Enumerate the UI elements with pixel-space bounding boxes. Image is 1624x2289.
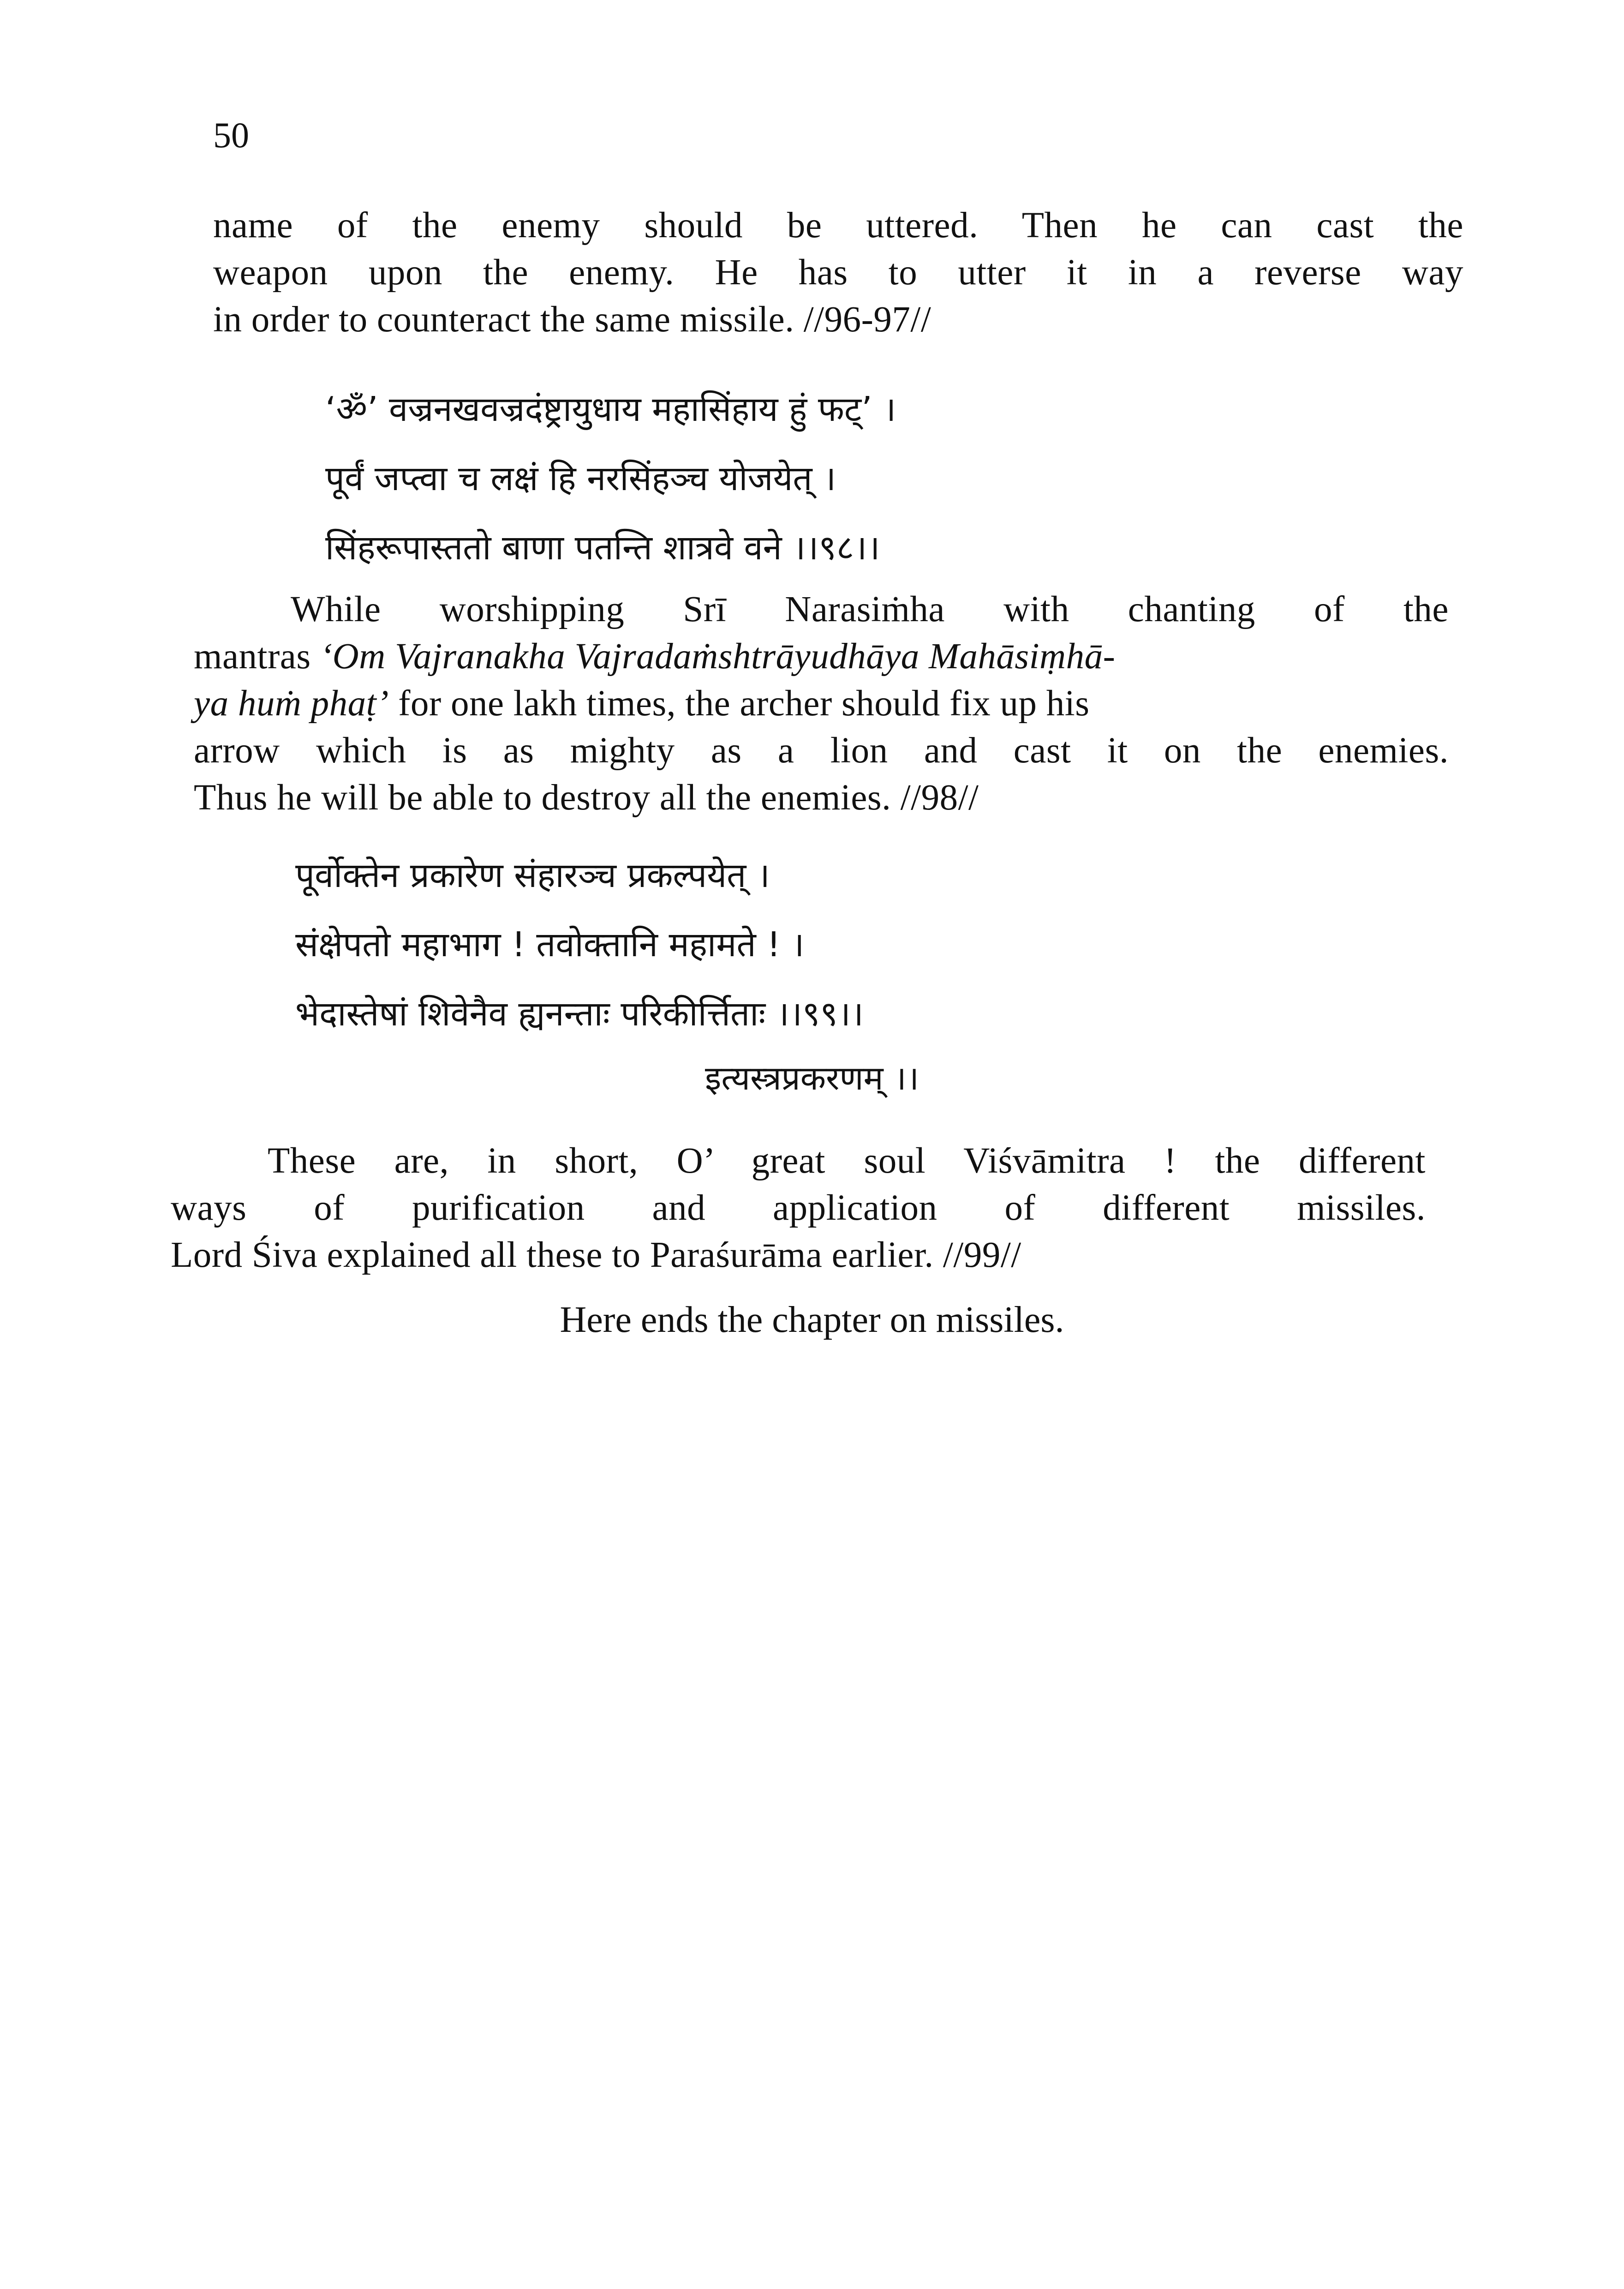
verse-line: भेदास्तेषां शिवेनैव ह्यनन्ताः परिकीर्त्तिताः ।।९९।। <box>295 994 864 1034</box>
paragraph-text: mantras <box>194 636 320 677</box>
paragraph-99 <box>171 1138 1426 1279</box>
paragraph-line: While worshipping Srī Narasiṁha with chanting of the <box>291 589 1449 629</box>
verse-line: पूर्वं जप्त्वा च लक्षं हि नरसिंहञ्च योजयेत् । <box>325 459 836 498</box>
mantra-text: ya huṁ phaṭ’ <box>194 683 389 724</box>
paragraph-line <box>194 680 1449 727</box>
verse-line: सिंहरूपास्ततो बाणा पतन्ति शात्रवे वने ।।९८।। <box>325 528 880 568</box>
page-number: 50 <box>213 115 249 155</box>
paragraph-line: These are, in short, O’ great soul Viśvāmitra ! the different <box>268 1141 1426 1181</box>
verse-line: ‘ॐ’ वज्रनखवज्रदंष्ट्रायुधाय महासिंहाय हुं फट्’ । <box>325 389 896 429</box>
sanskrit-colophon: इत्यस्त्रप्रकरणम् ।। <box>705 1059 919 1097</box>
paragraph-98 <box>194 586 1449 821</box>
sanskrit-verse-98 <box>325 375 896 582</box>
paragraph-line: in order to counteract the same missile. //96-97// <box>213 300 931 340</box>
paragraph-line: ways of purification and application of different missiles. <box>171 1188 1426 1228</box>
paragraph-line: weapon upon the enemy. He has to utter it in a reverse way <box>213 252 1463 293</box>
paragraph-line: Lord Śiva explained all these to Paraśurāma earlier. //99// <box>171 1235 1021 1275</box>
sanskrit-verse-99 <box>295 841 864 1049</box>
verse-line: संक्षेपतो महाभाग ! तवोक्तानि महामते ! । <box>295 925 805 965</box>
paragraph-line: name of the enemy should be uttered. Then he can cast the <box>213 205 1463 246</box>
mantra-text: ‘Om Vajranakha Vajradaṁshtrāyudhāya Mahāsiṃhā- <box>320 636 1116 677</box>
paragraph-line: Thus he will be able to destroy all the enemies. //98// <box>194 778 979 818</box>
paragraph-96-97 <box>213 202 1463 343</box>
chapter-end-line: Here ends the chapter on missiles. <box>560 1300 1064 1340</box>
paragraph-line: arrow which is as mighty as a lion and cast it on the enemies. <box>194 731 1449 771</box>
paragraph-text: for one lakh times, the archer should fix up his <box>388 683 1090 724</box>
paragraph-line <box>194 633 1449 680</box>
verse-line: पूर्वोक्तेन प्रकारेण संहारञ्च प्रकल्पयेत् । <box>295 856 770 895</box>
